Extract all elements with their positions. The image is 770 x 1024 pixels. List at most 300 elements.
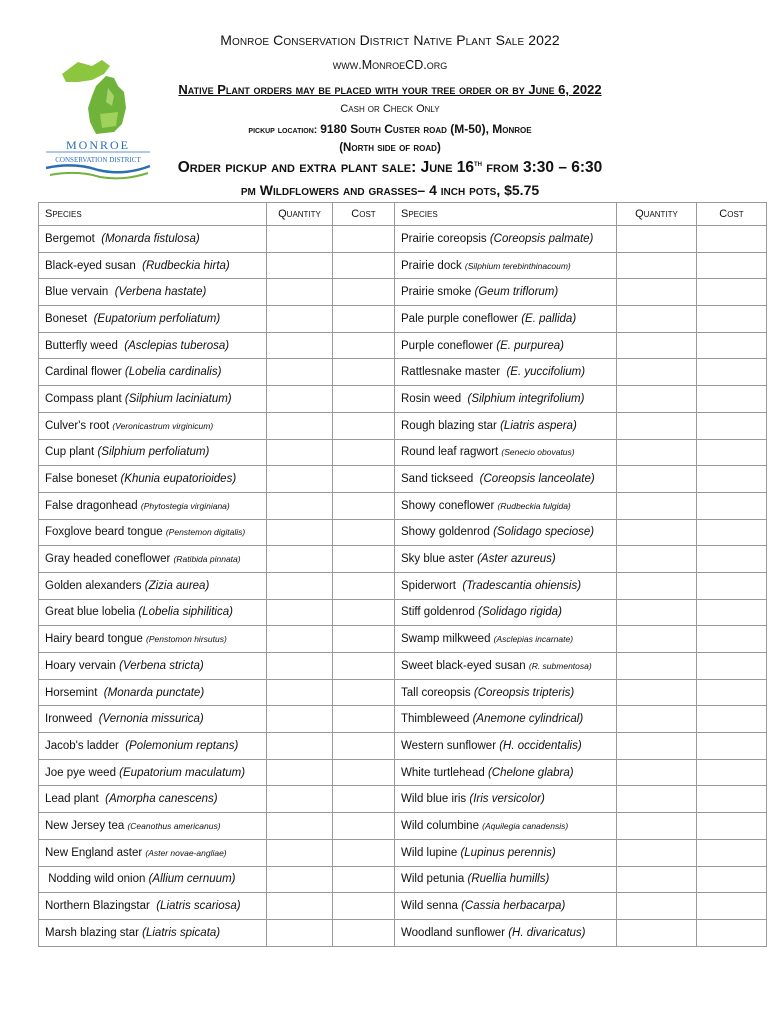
species-cell xyxy=(39,893,267,920)
common-name: Rough blazing star xyxy=(401,419,501,432)
common-name: Marsh blazing star xyxy=(45,926,143,939)
common-name: Jacob's ladder xyxy=(45,739,126,752)
species-cell xyxy=(39,572,267,599)
logo-text-bottom: CONSERVATION DISTRICT xyxy=(55,156,141,164)
cost-cell[interactable] xyxy=(333,279,395,306)
quantity-cell[interactable] xyxy=(267,599,333,626)
pickup-address: 9180 South Custer road (M-50), Monroe xyxy=(320,122,532,136)
pickup-label: pickup location: xyxy=(248,124,321,136)
common-name: Prairie dock xyxy=(401,259,465,272)
quantity-cell[interactable] xyxy=(617,706,697,733)
cost-cell[interactable] xyxy=(697,226,767,253)
species-cell xyxy=(395,866,617,893)
cost-cell[interactable] xyxy=(333,546,395,573)
quantity-cell[interactable] xyxy=(267,759,333,786)
common-name: New England aster xyxy=(45,846,146,859)
quantity-cell[interactable] xyxy=(617,733,697,760)
common-name: Prairie coreopsis xyxy=(401,232,490,245)
table-row xyxy=(39,866,767,893)
cost-cell[interactable] xyxy=(333,412,395,439)
quantity-cell[interactable] xyxy=(267,492,333,519)
quantity-cell[interactable] xyxy=(617,386,697,413)
species-cell xyxy=(39,786,267,813)
cost-cell[interactable] xyxy=(697,599,767,626)
common-name: Stiff goldenrod xyxy=(401,606,479,619)
scientific-name: (Asclepias incarnate) xyxy=(493,634,574,645)
scientific-name: (Silphium laciniatum) xyxy=(124,392,232,405)
species-cell xyxy=(39,306,267,333)
cost-cell[interactable] xyxy=(333,653,395,680)
cost-cell[interactable] xyxy=(697,706,767,733)
quantity-cell[interactable] xyxy=(617,813,697,840)
table-row xyxy=(39,839,767,866)
cost-cell[interactable] xyxy=(333,839,395,866)
common-name: Cardinal flower xyxy=(45,366,125,379)
header-order-deadline: Native Plant orders may be placed with your tree order or by June 6, 2022 xyxy=(178,82,602,97)
quantity-header: Quantity xyxy=(617,203,697,226)
table-row xyxy=(39,492,767,519)
table-row xyxy=(39,306,767,333)
species-cell xyxy=(39,733,267,760)
scientific-name: (H. divaricatus) xyxy=(508,926,586,939)
cost-cell[interactable] xyxy=(697,626,767,653)
quantity-cell[interactable] xyxy=(617,653,697,680)
table-row xyxy=(39,679,767,706)
scientific-name: (Zizia aurea) xyxy=(144,579,210,592)
quantity-cell[interactable] xyxy=(617,492,697,519)
common-name: Ironweed xyxy=(45,713,99,726)
common-name: Culver's root xyxy=(45,419,113,432)
common-name: Spiderwort xyxy=(401,579,463,592)
cost-cell[interactable] xyxy=(333,679,395,706)
scientific-name: (Ceanothus americanus) xyxy=(127,820,221,831)
common-name: Sweet black-eyed susan xyxy=(401,659,529,672)
species-cell xyxy=(39,813,267,840)
cost-header: Cost xyxy=(333,203,395,226)
table-row xyxy=(39,226,767,253)
quantity-cell[interactable] xyxy=(617,626,697,653)
quantity-cell[interactable] xyxy=(267,226,333,253)
scientific-name: (Lobelia cardinalis) xyxy=(124,366,222,379)
quantity-cell[interactable] xyxy=(267,332,333,359)
cost-cell[interactable] xyxy=(333,733,395,760)
species-cell xyxy=(395,466,617,493)
quantity-cell[interactable] xyxy=(267,412,333,439)
quantity-cell[interactable] xyxy=(267,252,333,279)
cost-cell[interactable] xyxy=(697,759,767,786)
scientific-name: (Ruellia humills) xyxy=(467,873,550,886)
species-cell xyxy=(395,492,617,519)
quantity-cell[interactable] xyxy=(617,359,697,386)
scientific-name: (Veronicastrum virginicum) xyxy=(112,420,214,431)
common-name: Cup plant xyxy=(45,446,98,459)
common-name: Black-eyed susan xyxy=(45,259,143,272)
scientific-name: (Penstomon hirsutus) xyxy=(146,634,227,645)
quantity-cell[interactable] xyxy=(617,439,697,466)
quantity-cell[interactable] xyxy=(267,519,333,546)
cost-cell[interactable] xyxy=(333,893,395,920)
species-cell xyxy=(39,279,267,306)
common-name: Wild lupine xyxy=(401,846,461,859)
scientific-name: (Lobelia siphilitica) xyxy=(138,606,233,619)
scientific-name: (Liatris spicata) xyxy=(142,926,221,939)
table-row xyxy=(39,332,767,359)
pickup-date-sup: th xyxy=(474,158,482,168)
species-cell xyxy=(395,653,617,680)
quantity-cell[interactable] xyxy=(617,893,697,920)
quantity-cell[interactable] xyxy=(617,572,697,599)
scientific-name: (Chelone glabra) xyxy=(487,766,574,779)
common-name: Round leaf ragwort xyxy=(401,446,502,459)
pickup-date-a: Order pickup and extra plant sale: June 16 xyxy=(177,159,474,177)
table-row xyxy=(39,279,767,306)
scientific-name: (Senecio obovatus) xyxy=(501,447,575,458)
quantity-cell[interactable] xyxy=(267,733,333,760)
quantity-cell[interactable] xyxy=(267,786,333,813)
table-row xyxy=(39,893,767,920)
species-cell xyxy=(395,733,617,760)
table-row xyxy=(39,252,767,279)
table-row xyxy=(39,919,767,946)
common-name: Blue vervain xyxy=(45,286,115,299)
species-cell xyxy=(39,386,267,413)
cost-cell[interactable] xyxy=(333,759,395,786)
scientific-name: (Khunia eupatorioides) xyxy=(120,473,237,486)
scientific-name: (Monarda punctate) xyxy=(103,686,205,699)
quantity-cell[interactable] xyxy=(267,653,333,680)
scientific-name: (Penstemon digitalis) xyxy=(165,527,246,538)
quantity-cell[interactable] xyxy=(617,519,697,546)
common-name: Lead plant xyxy=(45,793,106,806)
quantity-cell[interactable] xyxy=(267,839,333,866)
quantity-cell[interactable] xyxy=(617,466,697,493)
common-name: Hoary vervain xyxy=(45,659,120,672)
quantity-cell[interactable] xyxy=(617,226,697,253)
species-cell xyxy=(39,466,267,493)
species-cell xyxy=(39,359,267,386)
scientific-name: (Aquilegia canadensis) xyxy=(482,820,569,831)
cost-cell[interactable] xyxy=(697,546,767,573)
pickup-date-b: from 3:30 – 6:30 xyxy=(482,159,603,177)
quantity-cell[interactable] xyxy=(617,306,697,333)
table-row xyxy=(39,412,767,439)
header-pickup-date xyxy=(110,158,670,177)
scientific-name: (Silphium terebinthinacoum) xyxy=(464,260,571,271)
scientific-name: (Phytostegia virginiana) xyxy=(140,500,230,511)
scientific-name: (E. purpurea) xyxy=(496,339,565,352)
common-name: Golden alexanders xyxy=(45,579,145,592)
species-cell xyxy=(395,226,617,253)
species-cell xyxy=(39,492,267,519)
cost-cell[interactable] xyxy=(333,813,395,840)
common-name: Hairy beard tongue xyxy=(45,633,147,646)
quantity-cell[interactable] xyxy=(267,546,333,573)
species-cell xyxy=(39,919,267,946)
cost-cell[interactable] xyxy=(333,226,395,253)
species-cell xyxy=(395,759,617,786)
quantity-cell[interactable] xyxy=(267,359,333,386)
quantity-cell[interactable] xyxy=(617,919,697,946)
common-name: Great blue lobelia xyxy=(45,606,139,619)
cost-cell[interactable] xyxy=(333,466,395,493)
species-cell xyxy=(395,386,617,413)
species-cell xyxy=(39,679,267,706)
scientific-name: (Iris versicolor) xyxy=(469,793,545,806)
species-cell xyxy=(395,279,617,306)
quantity-cell[interactable] xyxy=(617,679,697,706)
species-cell xyxy=(395,839,617,866)
quantity-cell[interactable] xyxy=(267,386,333,413)
table-row xyxy=(39,546,767,573)
common-name: Showy coneflower xyxy=(401,499,498,512)
scientific-name: (Lupinus perennis) xyxy=(460,846,556,859)
quantity-cell[interactable] xyxy=(617,412,697,439)
cost-cell[interactable] xyxy=(697,786,767,813)
species-cell xyxy=(395,572,617,599)
common-name: Northern Blazingstar xyxy=(45,900,157,913)
common-name: False dragonhead xyxy=(45,499,141,512)
cost-cell[interactable] xyxy=(697,412,767,439)
cost-cell[interactable] xyxy=(333,492,395,519)
common-name: Bergemot xyxy=(45,232,102,245)
species-cell xyxy=(395,332,617,359)
species-cell xyxy=(395,359,617,386)
cost-cell[interactable] xyxy=(333,706,395,733)
scientific-name: (Verbena stricta) xyxy=(119,659,204,672)
quantity-cell[interactable] xyxy=(267,679,333,706)
scientific-name: (Solidago speciose) xyxy=(493,526,595,539)
table-row xyxy=(39,786,767,813)
table-row xyxy=(39,519,767,546)
header-pricing: pm Wildflowers and grasses– 4 inch pots, $5.75 xyxy=(240,182,540,198)
scientific-name: (Monarda fistulosa) xyxy=(101,232,200,245)
quantity-cell[interactable] xyxy=(267,919,333,946)
michigan-map-icon xyxy=(62,60,126,134)
common-name: Foxglove beard tongue xyxy=(45,526,166,539)
cost-cell[interactable] xyxy=(697,332,767,359)
scientific-name: (Verbena hastate) xyxy=(114,286,207,299)
quantity-cell[interactable] xyxy=(267,466,333,493)
cost-cell[interactable] xyxy=(333,519,395,546)
cost-cell[interactable] xyxy=(333,332,395,359)
cost-cell[interactable] xyxy=(697,386,767,413)
quantity-cell[interactable] xyxy=(617,866,697,893)
table-row xyxy=(39,466,767,493)
scientific-name: (Silphium perfoliatum) xyxy=(97,446,210,459)
species-cell xyxy=(395,546,617,573)
quantity-cell[interactable] xyxy=(617,546,697,573)
scientific-name: (Amorpha canescens) xyxy=(105,793,218,806)
quantity-header: Quantity xyxy=(267,203,333,226)
header-payment: Cash or Check Only xyxy=(340,103,440,115)
common-name: Tall coreopsis xyxy=(401,686,474,699)
species-header: Species xyxy=(395,203,617,226)
cost-cell[interactable] xyxy=(697,893,767,920)
cost-cell[interactable] xyxy=(697,733,767,760)
scientific-name: (Asclepias tuberosa) xyxy=(124,339,230,352)
cost-cell[interactable] xyxy=(697,679,767,706)
common-name: Joe pye weed xyxy=(45,766,120,779)
species-cell xyxy=(39,332,267,359)
header-website: www.MonroeCD.org xyxy=(332,58,448,72)
quantity-cell[interactable] xyxy=(617,786,697,813)
header-road-side: (North side of road) xyxy=(339,142,441,154)
quantity-cell[interactable] xyxy=(267,439,333,466)
species-cell xyxy=(39,599,267,626)
table-row xyxy=(39,439,767,466)
species-cell xyxy=(39,759,267,786)
cost-cell[interactable] xyxy=(697,866,767,893)
table-row xyxy=(39,733,767,760)
common-name: Nodding wild onion xyxy=(45,873,149,886)
quantity-cell[interactable] xyxy=(617,252,697,279)
species-cell xyxy=(395,679,617,706)
common-name: Sky blue aster xyxy=(401,553,478,566)
species-cell xyxy=(39,519,267,546)
common-name: Showy goldenrod xyxy=(401,526,494,539)
cost-cell[interactable] xyxy=(697,252,767,279)
species-cell xyxy=(395,626,617,653)
scientific-name: (E. yuccifolium) xyxy=(506,366,586,379)
cost-cell[interactable] xyxy=(333,626,395,653)
cost-cell[interactable] xyxy=(697,919,767,946)
common-name: Wild columbine xyxy=(401,819,483,832)
species-cell xyxy=(39,626,267,653)
species-cell xyxy=(395,813,617,840)
cost-cell[interactable] xyxy=(333,786,395,813)
cost-cell[interactable] xyxy=(697,466,767,493)
cost-cell[interactable] xyxy=(697,813,767,840)
species-cell xyxy=(395,306,617,333)
cost-cell[interactable] xyxy=(333,359,395,386)
quantity-cell[interactable] xyxy=(617,839,697,866)
cost-header: Cost xyxy=(697,203,767,226)
cost-cell[interactable] xyxy=(697,439,767,466)
scientific-name: (Polemonium reptans) xyxy=(125,739,239,752)
cost-cell[interactable] xyxy=(697,839,767,866)
quantity-cell[interactable] xyxy=(267,813,333,840)
scientific-name: (Allium cernuum) xyxy=(148,873,236,886)
cost-cell[interactable] xyxy=(333,866,395,893)
common-name: Boneset xyxy=(45,312,94,325)
species-cell xyxy=(39,653,267,680)
cost-cell[interactable] xyxy=(697,306,767,333)
quantity-cell[interactable] xyxy=(267,866,333,893)
cost-cell[interactable] xyxy=(333,919,395,946)
scientific-name: (Eupatorium maculatum) xyxy=(119,766,246,779)
species-cell xyxy=(395,786,617,813)
table-row xyxy=(39,813,767,840)
species-cell xyxy=(395,893,617,920)
common-name: Thimbleweed xyxy=(401,713,473,726)
cost-cell[interactable] xyxy=(333,599,395,626)
species-cell xyxy=(395,919,617,946)
species-cell xyxy=(39,546,267,573)
quantity-cell[interactable] xyxy=(267,306,333,333)
common-name: Compass plant xyxy=(45,392,125,405)
quantity-cell[interactable] xyxy=(617,279,697,306)
scientific-name: (Aster azureus) xyxy=(477,553,556,566)
cost-cell[interactable] xyxy=(697,359,767,386)
species-cell xyxy=(395,519,617,546)
scientific-name: (Liatris scariosa) xyxy=(156,900,241,913)
cost-cell[interactable] xyxy=(333,439,395,466)
quantity-cell[interactable] xyxy=(617,759,697,786)
quantity-cell[interactable] xyxy=(267,893,333,920)
scientific-name: (Liatris aspera) xyxy=(500,419,577,432)
table-header-row xyxy=(39,203,767,226)
species-cell xyxy=(39,226,267,253)
logo-text-top: MONROE xyxy=(65,138,131,152)
scientific-name: (Vernonia missurica) xyxy=(98,713,204,726)
scientific-name: (Silphium integrifolium) xyxy=(467,392,585,405)
table-row xyxy=(39,653,767,680)
scientific-name: (H. occidentalis) xyxy=(499,739,582,752)
species-cell xyxy=(39,839,267,866)
cost-cell[interactable] xyxy=(697,572,767,599)
plant-order-table xyxy=(38,202,767,947)
scientific-name: (Tradescantia ohiensis) xyxy=(462,579,582,592)
cost-cell[interactable] xyxy=(333,252,395,279)
common-name: Wild senna xyxy=(401,900,462,913)
common-name: Horsemint xyxy=(45,686,104,699)
quantity-cell[interactable] xyxy=(617,599,697,626)
common-name: Wild blue iris xyxy=(401,793,470,806)
species-cell xyxy=(39,439,267,466)
scientific-name: (Rudbeckia hirta) xyxy=(142,259,230,272)
common-name: Wild petunia xyxy=(401,873,468,886)
common-name: Rattlesnake master xyxy=(401,366,507,379)
quantity-cell[interactable] xyxy=(267,572,333,599)
cost-cell[interactable] xyxy=(333,306,395,333)
species-header: Species xyxy=(39,203,267,226)
species-cell xyxy=(39,866,267,893)
quantity-cell[interactable] xyxy=(267,706,333,733)
quantity-cell[interactable] xyxy=(267,279,333,306)
scientific-name: (Coreopsis lanceolate) xyxy=(479,473,595,486)
species-cell xyxy=(395,252,617,279)
scientific-name: (Ratibida pinnata) xyxy=(173,554,241,565)
header-title: Monroe Conservation District Native Plant Sale 2022 xyxy=(220,32,560,48)
quantity-cell[interactable] xyxy=(617,332,697,359)
common-name: Woodland sunflower xyxy=(401,926,509,939)
species-cell xyxy=(395,412,617,439)
common-name: Gray headed coneflower xyxy=(45,553,174,566)
species-cell xyxy=(395,439,617,466)
quantity-cell[interactable] xyxy=(267,626,333,653)
scientific-name: (Geum triflorum) xyxy=(474,286,559,299)
table-row xyxy=(39,706,767,733)
common-name: Butterfly weed xyxy=(45,339,125,352)
common-name: Purple coneflower xyxy=(401,339,497,352)
table-row xyxy=(39,359,767,386)
species-cell xyxy=(39,412,267,439)
species-cell xyxy=(395,599,617,626)
cost-cell[interactable] xyxy=(697,279,767,306)
scientific-name: (Coreopsis tripteris) xyxy=(473,686,575,699)
species-cell xyxy=(39,706,267,733)
cost-cell[interactable] xyxy=(697,492,767,519)
cost-cell[interactable] xyxy=(333,386,395,413)
scientific-name: (Coreopsis palmate) xyxy=(489,232,594,245)
species-cell xyxy=(39,252,267,279)
cost-cell[interactable] xyxy=(697,519,767,546)
scientific-name: (Anemone cylindrical) xyxy=(472,713,584,726)
cost-cell[interactable] xyxy=(333,572,395,599)
common-name: White turtlehead xyxy=(401,766,488,779)
cost-cell[interactable] xyxy=(697,653,767,680)
common-name: Sand tickseed xyxy=(401,473,480,486)
